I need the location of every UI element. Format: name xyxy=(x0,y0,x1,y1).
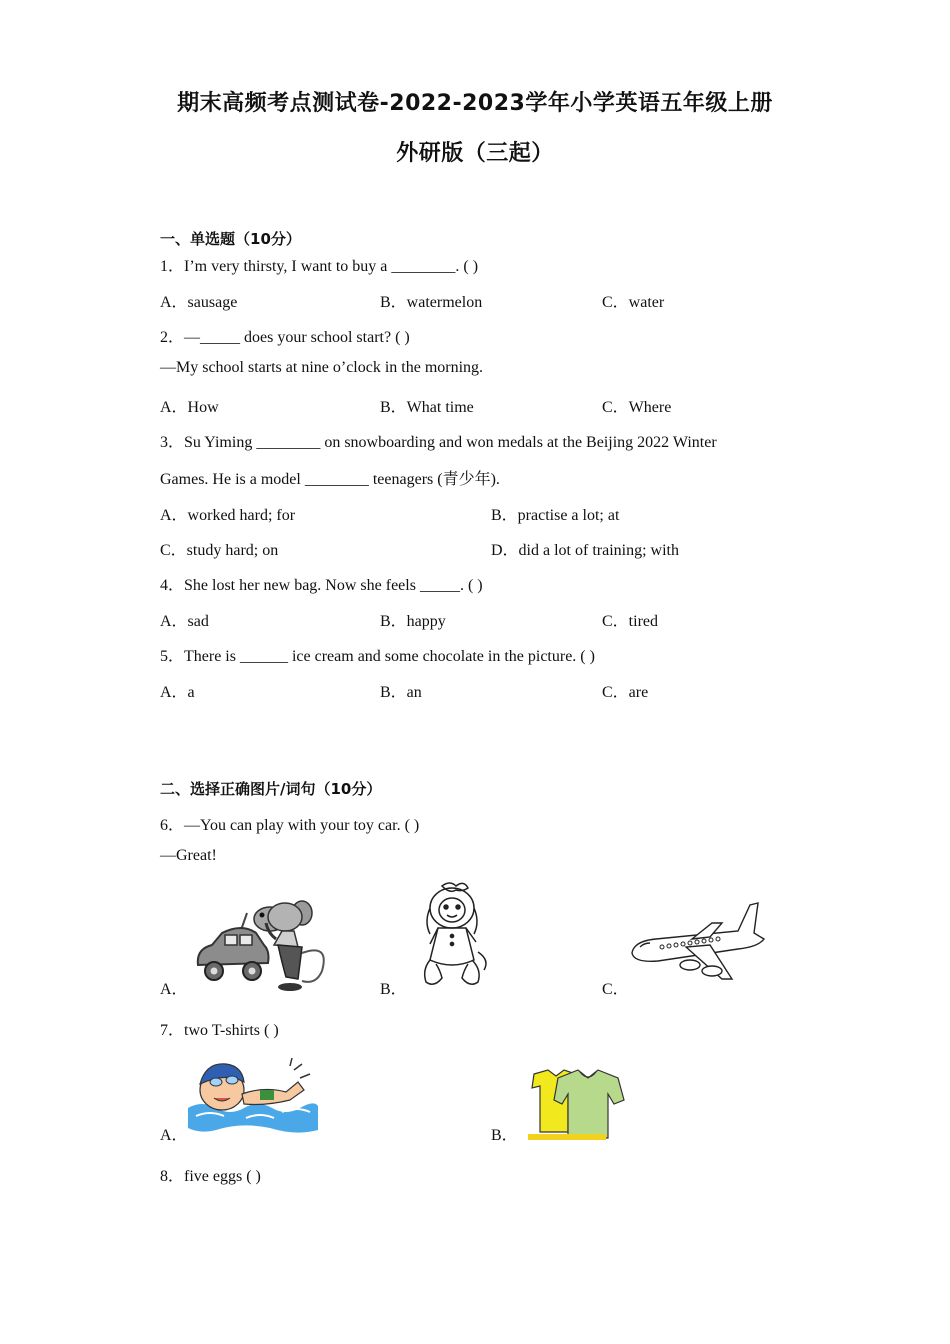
question-7-option-b[interactable]: B． xyxy=(491,1127,518,1144)
question-5-option-a[interactable]: A．a xyxy=(160,684,195,701)
question-6-option-c[interactable]: C． xyxy=(602,981,629,998)
question-2-option-b[interactable]: B．What time xyxy=(380,399,474,416)
question-3-stem: 3．Su Yiming ________ on snowboarding and won medals at the Beijing 2022 Winter xyxy=(160,434,717,451)
question-3-stem-line2: Games. He is a model ________ teenagers (青少年). xyxy=(160,471,500,488)
question-3-option-c[interactable]: C．study hard; on xyxy=(160,542,279,559)
question-3-option-d[interactable]: D．did a lot of training; with xyxy=(491,542,679,559)
airplane-image[interactable] xyxy=(626,895,766,991)
question-4-stem: 4．She lost her new bag. Now she feels _____. ( ) xyxy=(160,577,483,594)
question-3-option-a[interactable]: A．worked hard; for xyxy=(160,507,296,524)
toy-car-and-mouse-image[interactable] xyxy=(190,893,340,993)
doll-image[interactable] xyxy=(412,878,494,994)
question-2-answer-line: —My school starts at nine o’clock in the morning. xyxy=(160,359,484,376)
question-5-stem: 5．There is ______ ice cream and some chocolate in the picture. ( ) xyxy=(160,648,595,665)
question-6-option-b[interactable]: B． xyxy=(380,981,407,998)
page-title-line2: 外研版（三起） xyxy=(396,141,554,166)
question-7-option-a[interactable]: A． xyxy=(160,1127,188,1144)
question-1-option-b[interactable]: B．watermelon xyxy=(380,294,483,311)
question-6-answer-line: —Great! xyxy=(160,847,217,864)
question-4-option-b[interactable]: B．happy xyxy=(380,613,446,630)
question-8-stem: 8．five eggs ( ) xyxy=(160,1168,261,1185)
question-4-option-a[interactable]: A．sad xyxy=(160,613,209,630)
question-6-option-a[interactable]: A． xyxy=(160,981,188,998)
question-5-option-c[interactable]: C．are xyxy=(602,684,649,701)
question-6-stem: 6．—You can play with your toy car. ( ) xyxy=(160,817,420,834)
question-1-option-c[interactable]: C．water xyxy=(602,294,665,311)
question-1-stem: 1．I’m very thirsty, I want to buy a ________. ( ) xyxy=(160,258,479,275)
question-2-option-a[interactable]: A．How xyxy=(160,399,219,416)
question-5-option-b[interactable]: B．an xyxy=(380,684,422,701)
question-2-option-c[interactable]: C．Where xyxy=(602,399,672,416)
question-3-option-b[interactable]: B．practise a lot; at xyxy=(491,507,620,524)
question-2-stem: 2．—_____ does your school start? ( ) xyxy=(160,329,410,346)
swimming-image[interactable] xyxy=(186,1056,318,1136)
section1-heading: 一、单选题（10分） xyxy=(160,230,301,248)
question-4-option-c[interactable]: C．tired xyxy=(602,613,658,630)
question-7-stem: 7．two T-shirts ( ) xyxy=(160,1022,279,1039)
t-shirts-image[interactable] xyxy=(528,1066,628,1140)
question-1-option-a[interactable]: A．sausage xyxy=(160,294,238,311)
section2-heading: 二、选择正确图片/词句（10分） xyxy=(160,780,382,798)
page-title-line1: 期末高频考点测试卷-2022-2023学年小学英语五年级上册 xyxy=(177,91,773,116)
